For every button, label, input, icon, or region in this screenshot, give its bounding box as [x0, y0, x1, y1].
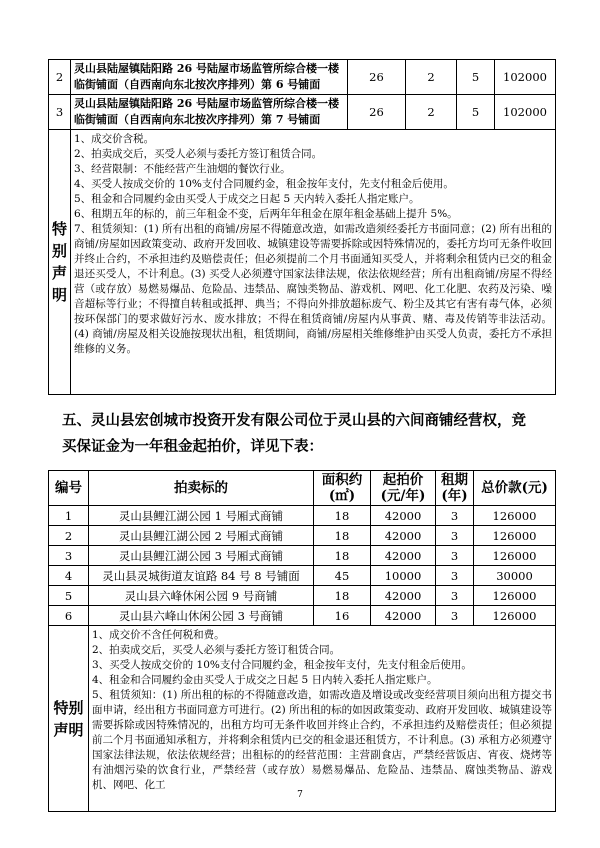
row-term: 3: [436, 546, 474, 566]
row-total: 126000: [474, 606, 556, 626]
header-total: 总价款(元): [474, 471, 556, 506]
row-total: 102000: [495, 95, 556, 130]
row-term: 3: [436, 586, 474, 606]
header-price: 起拍价(元/年): [371, 471, 436, 506]
section-heading-line2: 买保证金为一年租金起拍价，详见下表：: [62, 438, 323, 455]
note-item: 1、成交价不含任何税和费。: [92, 629, 225, 641]
row-item: 灵山县鲤江湖公园 3 号厢式商铺: [89, 546, 314, 566]
row-col5: 5: [457, 95, 495, 130]
row-total: 102000: [495, 60, 556, 95]
row-total: 30000: [474, 566, 556, 586]
table-row: [49, 60, 556, 95]
row-term: 3: [436, 526, 474, 546]
row-number: 4: [49, 566, 89, 586]
note-item: 4、买受人按成交价的 10%支付合同履约金，租金按年支付，先支付租金后使用。: [74, 178, 454, 190]
table-row: [49, 95, 556, 130]
row-term: 3: [436, 506, 474, 526]
table-header-row: [49, 471, 556, 506]
special-notes-label: 特别声明: [49, 626, 89, 812]
note-item: 2、拍卖成交后，买受人必须与委托方签订租赁合同。: [92, 644, 341, 656]
section-heading-line1: 五、灵山县宏创城市投资开发有限公司位于灵山县的六间商铺经营权，竞: [62, 412, 526, 429]
row-area: 16: [314, 606, 371, 626]
row-address: 灵山县陆屋镇陆阳路 26 号陆屋市场监管所综合楼一楼临街铺面（自西南向东北按次序排列）第 6 号铺面: [71, 60, 348, 95]
header-no: 编号: [49, 471, 89, 506]
section-heading: [62, 408, 552, 460]
row-price: 42000: [371, 606, 436, 626]
note-item: 4、租金和合同履约金由买受人于成交之日起 5 日内转入委托人指定账户。: [92, 674, 438, 686]
row-area: 45: [314, 566, 371, 586]
note-item: 6、租期五年的标的，前三年租金不变，后两年年租金在原年租金基础上提升 5%。: [74, 208, 458, 220]
lease-table-continued: [48, 59, 556, 395]
row-area: 18: [314, 546, 371, 566]
row-number: 2: [49, 526, 89, 546]
note-item: 7、租赁须知：(1) 所有出租的商铺/房屋不得随意改造，如需改造须经委托方书面同意；(2) 所有出租的商铺/房屋如因政策变动、政府开发回收、城镇建设等需要拆除或因特殊情况的，委托方均可无条件收回并终止合约，不承担违约及赔偿责任；但必须提前二个月书面通知买受人，并将剩余租赁内已交的租金退还买受人，不计利息。(3) 买受人必须遵守国家法律法规，依法依规经营；所有出租商铺/房屋不得经营（或存放）易燃易爆品、危险品、违禁品、腐蚀类物品、游戏机、网吧、化工化肥、农药及污染、噪音超标等行业；不得擅自转租或抵押、典当；不得向外排放超标废气、粉尘及其它有害有毒气体，必须按环保部门的要求做好污水、废水排放；不得在租赁商铺/房屋内从事黄、赌、毒及传销等非法活动。(4) 商铺/房屋及相关设施按现状出租，租赁期间，商铺/房屋相关维修维护由买受人负责，委托方不承担维修的义务。: [74, 223, 552, 355]
row-years: 2: [406, 95, 457, 130]
row-col5: 5: [457, 60, 495, 95]
row-area: 26: [348, 60, 406, 95]
row-price: 42000: [371, 586, 436, 606]
row-price: 42000: [371, 526, 436, 546]
row-number: 2: [49, 60, 71, 95]
row-number: 3: [49, 95, 71, 130]
row-address: 灵山县陆屋镇陆阳路 26 号陆屋市场监管所综合楼一楼临街铺面（自西南向东北按次序排列）第 7 号铺面: [71, 95, 348, 130]
row-item: 灵山县鲤江湖公园 2 号厢式商铺: [89, 526, 314, 546]
row-total: 126000: [474, 506, 556, 526]
note-item: 2、拍卖成交后，买受人必须与委托方签订租赁合同。: [74, 148, 323, 160]
row-total: 126000: [474, 526, 556, 546]
special-notes: [71, 130, 556, 395]
row-price: 10000: [371, 566, 436, 586]
row-number: 3: [49, 546, 89, 566]
row-term: 3: [436, 566, 474, 586]
row-total: 126000: [474, 586, 556, 606]
table-row: [49, 526, 556, 546]
header-area: 面积约(㎡): [314, 471, 371, 506]
row-price: 42000: [371, 506, 436, 526]
row-area: 18: [314, 526, 371, 546]
note-item: 5、租金和合同履约金由买受人于成交之日起 5 天内转入委托人指定账户。: [74, 193, 420, 205]
header-term: 租期(年): [436, 471, 474, 506]
table-row: [49, 566, 556, 586]
table-row: [49, 606, 556, 626]
table-row: [49, 586, 556, 606]
row-number: 5: [49, 586, 89, 606]
row-number: 6: [49, 606, 89, 626]
row-price: 42000: [371, 546, 436, 566]
note-item: 3、经营限制：不能经营产生油烟的餐饮行业。: [74, 163, 291, 175]
row-number: 1: [49, 506, 89, 526]
row-years: 2: [406, 60, 457, 95]
row-area: 18: [314, 506, 371, 526]
row-item: 灵山县鲤江湖公园 1 号厢式商铺: [89, 506, 314, 526]
shop-lease-table: [48, 470, 556, 812]
note-item: 3、买受人按成交价的 10%支付合同履约金，租金按年支付，先支付租金后使用。: [92, 659, 472, 671]
special-notes-row: [49, 626, 556, 812]
special-notes: [89, 626, 556, 812]
header-item: 拍卖标的: [89, 471, 314, 506]
special-notes-row: [49, 130, 556, 395]
note-item: 5、租赁须知：(1) 所出租的标的不得随意改造，如需改造及增设或改变经营项目须向出租方提交书面申请，经出租方书面同意方可进行。(2) 所出租的标的如因政策变动、政府开发回收、城镇建设等需要拆除或因特殊情况的，出租方均可无条件收回并终止合约，不承担违约及赔偿责任；但必须提前二个月书面通知承租方，并将剩余租赁内已交的租金退还租赁方，不计利息。(3) 承租方必须遵守国家法律法规，依法依规经营；出租标的的经营范围：主营副食店，严禁经营饭店、宵夜、烧烤等有油烟污染的饮食行业，严禁经营（或存放）易燃易爆品、危险品、违禁品、腐蚀类物品、游戏机、网吧、化工: [92, 689, 552, 791]
row-item: 灵山县六峰山休闲公园 3 号商铺: [89, 606, 314, 626]
row-item: 灵山县六峰休闲公园 9 号商铺: [89, 586, 314, 606]
row-term: 3: [436, 606, 474, 626]
page-number: 7: [297, 790, 303, 800]
special-notes-label: 特别声明: [49, 130, 71, 395]
row-area: 26: [348, 95, 406, 130]
table-row: [49, 546, 556, 566]
row-item: 灵山县灵城街道友谊路 84 号 8 号铺面: [89, 566, 314, 586]
table-row: [49, 506, 556, 526]
row-total: 126000: [474, 546, 556, 566]
row-area: 18: [314, 586, 371, 606]
note-item: 1、成交价含税。: [74, 133, 155, 145]
